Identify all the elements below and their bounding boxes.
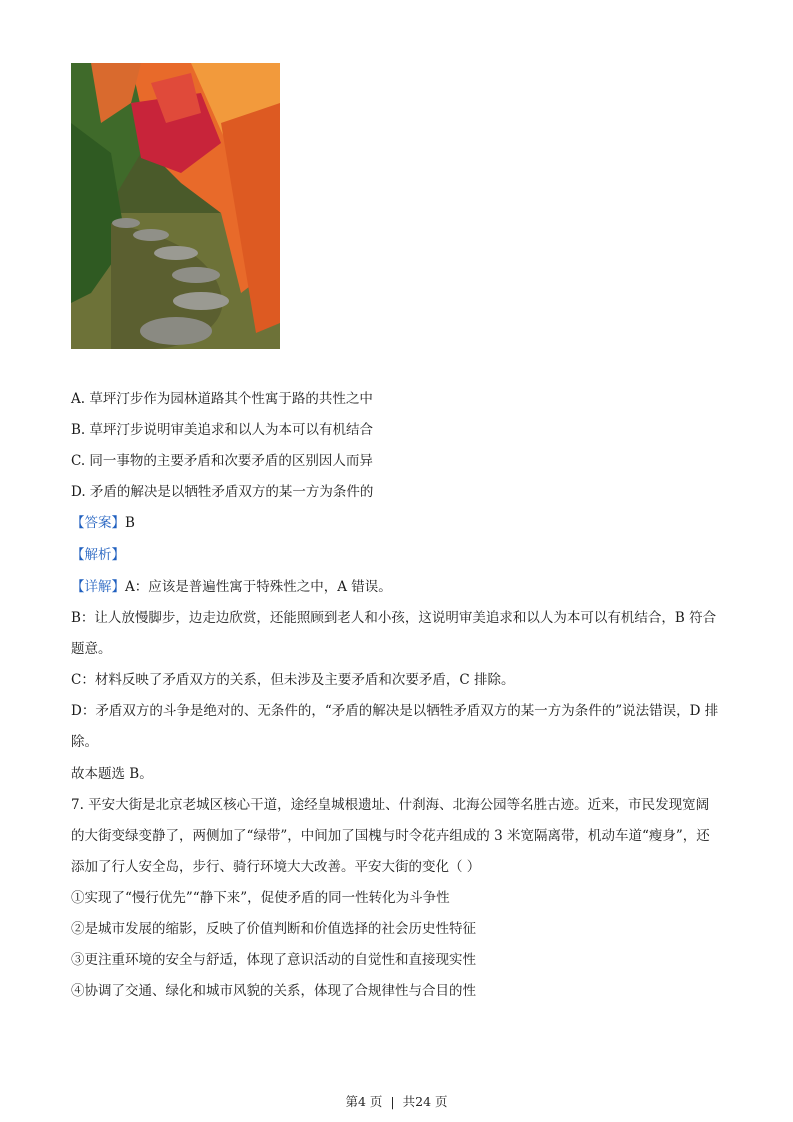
question-7-item-1: ①实现了“慢行优先”“静下来”，促使矛盾的同一性转化为斗争性 [71, 890, 450, 906]
detail-a-text: A：应该是普遍性寓于特殊性之中，A 错误。 [125, 579, 392, 595]
page-total: 共24 页 [402, 1094, 448, 1109]
question-7-item-2: ②是城市发展的缩影，反映了价值判断和价值选择的社会历史性特征 [71, 921, 476, 937]
answer-line [71, 513, 135, 533]
garden-photo-drawing [71, 63, 280, 349]
option-a: A. 草坪汀步作为园林道路其个性寓于路的共性之中 [71, 391, 373, 407]
analysis-line [71, 545, 125, 565]
page-footer [0, 1092, 793, 1110]
answer-label: 【答案】 [71, 515, 125, 531]
garden-stepping-stones-photo [71, 63, 280, 349]
page-number: 第4 页 [345, 1094, 383, 1109]
detail-d-text: D：矛盾双方的斗争是绝对的、无条件的，“矛盾的解决是以牺牲矛盾双方的某一方为条件的”说法错误，D 排除。 [71, 703, 719, 750]
footer-separator: | [390, 1094, 395, 1109]
detail-a-line [71, 577, 392, 597]
detail-c-text: C：材料反映了矛盾双方的关系，但未涉及主要矛盾和次要矛盾，C 排除。 [71, 672, 515, 688]
option-c: C. 同一事物的主要矛盾和次要矛盾的区别因人而异 [71, 453, 373, 469]
question-7-item-3: ③更注重环境的安全与舒适，体现了意识活动的自觉性和直接现实性 [71, 952, 476, 968]
conclusion-text: 故本题选 B。 [71, 766, 153, 782]
option-b: B. 草坪汀步说明审美追求和以人为本可以有机结合 [71, 422, 374, 438]
detail-b-text: B：让人放慢脚步，边走边欣赏，还能照顾到老人和小孩，这说明审美追求和以人为本可以有机结合，B 符合题意。 [71, 610, 717, 657]
detail-label: 【详解】 [71, 579, 125, 595]
analysis-label: 【解析】 [71, 547, 125, 563]
question-7-item-4: ④协调了交通、绿化和城市风貌的关系，体现了合规律性与合目的性 [71, 983, 476, 999]
answer-value: B [125, 515, 135, 531]
question-7-stem: 7. 平安大街是北京老城区核心干道，途经皇城根遗址、什刹海、北海公园等名胜古迹。近来，市民发现宽阔的大街变绿变静了，两侧加了“绿带”，中间加了国槐与时令花卉组成的 3 米宽隔离带，机动车道“瘦身”，还添加了行人安全岛，步行、骑行环境大大改善。平安大街的变化（ ） [71, 797, 710, 875]
option-d: D. 矛盾的解决是以牺牲矛盾双方的某一方为条件的 [71, 484, 374, 500]
